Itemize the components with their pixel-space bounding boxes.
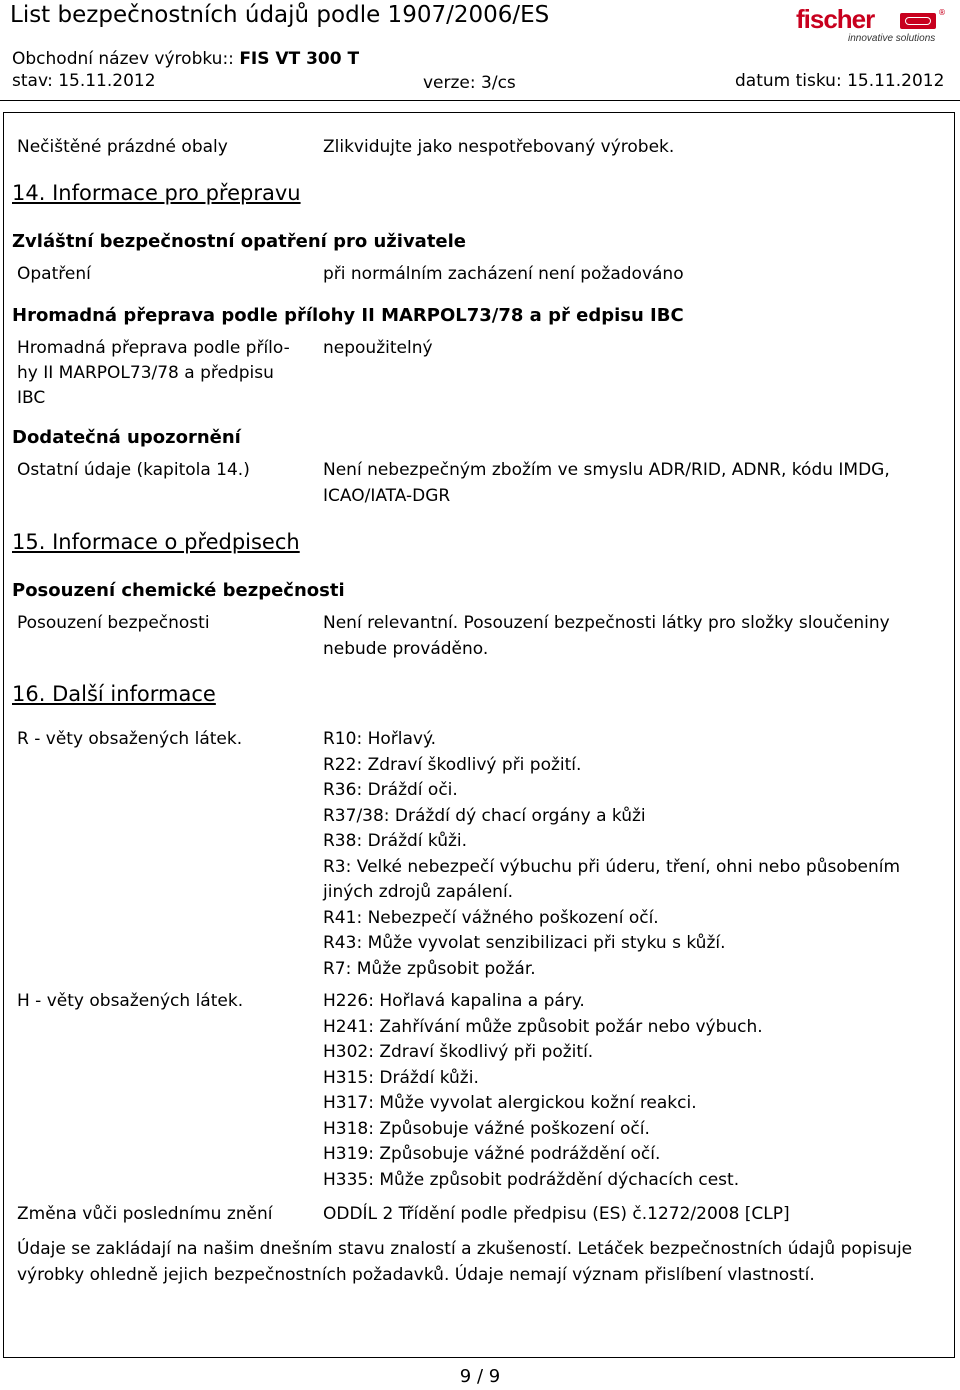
packaging-label: Nečištěné prázdné obaly — [17, 137, 228, 157]
page-number: 9 / 9 — [459, 1366, 501, 1387]
list-item: H315: Dráždí kůži. — [323, 1067, 479, 1088]
logo-badge-icon — [900, 13, 936, 29]
h-phrases-list — [323, 989, 763, 1193]
opatreni-value: při normálním zacházení není požadováno — [323, 264, 684, 284]
product-name: FIS VT 300 T — [239, 49, 360, 69]
list-item: H226: Hořlavá kapalina a páry. — [323, 991, 585, 1011]
additional-notes-heading: Dodatečná upozornění — [12, 427, 241, 448]
other-info-label: Ostatní údaje (kapitola 14.) — [17, 460, 250, 480]
list-item: H335: Může způsobit podráždění dýchacích cest. — [323, 1169, 740, 1190]
h-phrases-label: H - věty obsažených látek. — [17, 991, 244, 1011]
safety-assessment-label: Posouzení bezpečnosti — [17, 613, 210, 633]
list-item: R36: Dráždí oči. — [323, 780, 458, 800]
r-phrases-list — [323, 727, 900, 982]
logo-wordmark: fischer — [796, 4, 875, 34]
list-item: R10: Hořlavý. — [323, 729, 436, 749]
logo-tagline: innovative solutions — [848, 33, 936, 44]
opatreni-label: Opatření — [17, 264, 91, 284]
list-item: H318: Způsobuje vážné poškození očí. — [323, 1118, 650, 1139]
document-title: List bezpečnostních údajů podle 1907/2006/ES — [10, 2, 550, 28]
list-item: R22: Zdraví škodlivý při požití. — [323, 754, 582, 775]
marpol-label: Hromadná přeprava podle přílo- hy II MARPOL73/78 a předpisu IBC — [17, 338, 290, 408]
list-item: R7: Může způsobit požár. — [323, 958, 536, 979]
change-value: ODDÍL 2 Třídění podle předpisu (ES) č.1272/2008 [CLP] — [323, 1204, 790, 1224]
fischer-logo — [796, 4, 946, 48]
list-item: R43: Může vyvolat senzibilizaci při styku s kůží. — [323, 933, 726, 953]
marpol-heading: Hromadná přeprava podle přílohy II MARPOL73/78 a př edpisu IBC — [12, 305, 684, 326]
list-item: R41: Nebezpečí vážného poškození očí. — [323, 907, 659, 928]
list-item: R38: Dráždí kůži. — [323, 831, 468, 851]
section-14-title: 14. Informace pro přepravu — [12, 181, 301, 205]
packaging-value: Zlikvidujte jako nespotřebovaný výrobek. — [323, 137, 675, 157]
list-item: H302: Zdraví škodlivý při požití. — [323, 1042, 594, 1062]
section-16-title: 16. Další informace — [12, 682, 216, 706]
stav-date: stav: 15.11.2012 — [12, 71, 156, 91]
r-phrases-label: R - věty obsažených látek. — [17, 729, 243, 749]
chemical-safety-heading: Posouzení chemické bezpečnosti — [12, 580, 345, 601]
special-precautions-heading: Zvláštní bezpečnostní opatření pro uživatele — [12, 231, 467, 252]
disclaimer: Údaje se zakládají na našim dnešním stavu znalostí a zkušeností. Letáček bezpečnostních údajů popisuje výrobky ohledně jejich bezpečnostních požadavků. Údaje nemají význam přislíbení vlastností. — [17, 1239, 913, 1285]
print-date: datum tisku: 15.11.2012 — [735, 71, 945, 91]
header-divider — [0, 100, 960, 101]
product-line — [12, 49, 359, 69]
list-item: R3: Velké nebezpečí výbuchu při úderu, tření, ohni nebo působením — [323, 856, 901, 877]
version: verze: 3/cs — [423, 73, 516, 93]
list-item: jiných zdrojů zapálení. — [323, 882, 514, 902]
change-label: Změna vůči poslednímu znění — [17, 1204, 273, 1224]
list-item: H241: Zahřívání může způsobit požár nebo výbuch. — [323, 1016, 763, 1037]
other-info-value: Není nebezpečným zbožím ve smyslu ADR/RID, ADNR, kódu IMDG, ICAO/IATA-DGR — [323, 460, 890, 506]
list-item: R37/38: Dráždí dý chací orgány a kůži — [323, 805, 646, 826]
section-15-title: 15. Informace o předpisech — [12, 530, 300, 554]
logo-registered-mark: ® — [938, 8, 946, 17]
product-label: Obchodní název výrobku:: — [12, 49, 234, 69]
list-item: H317: Může vyvolat alergickou kožní reakci. — [323, 1093, 697, 1113]
marpol-value: nepoužitelný — [323, 338, 433, 358]
list-item: H319: Způsobuje vážné podráždění očí. — [323, 1144, 661, 1164]
safety-assessment-value: Není relevantní. Posouzení bezpečnosti látky pro složky sloučeniny nebude prováděno. — [323, 613, 890, 659]
